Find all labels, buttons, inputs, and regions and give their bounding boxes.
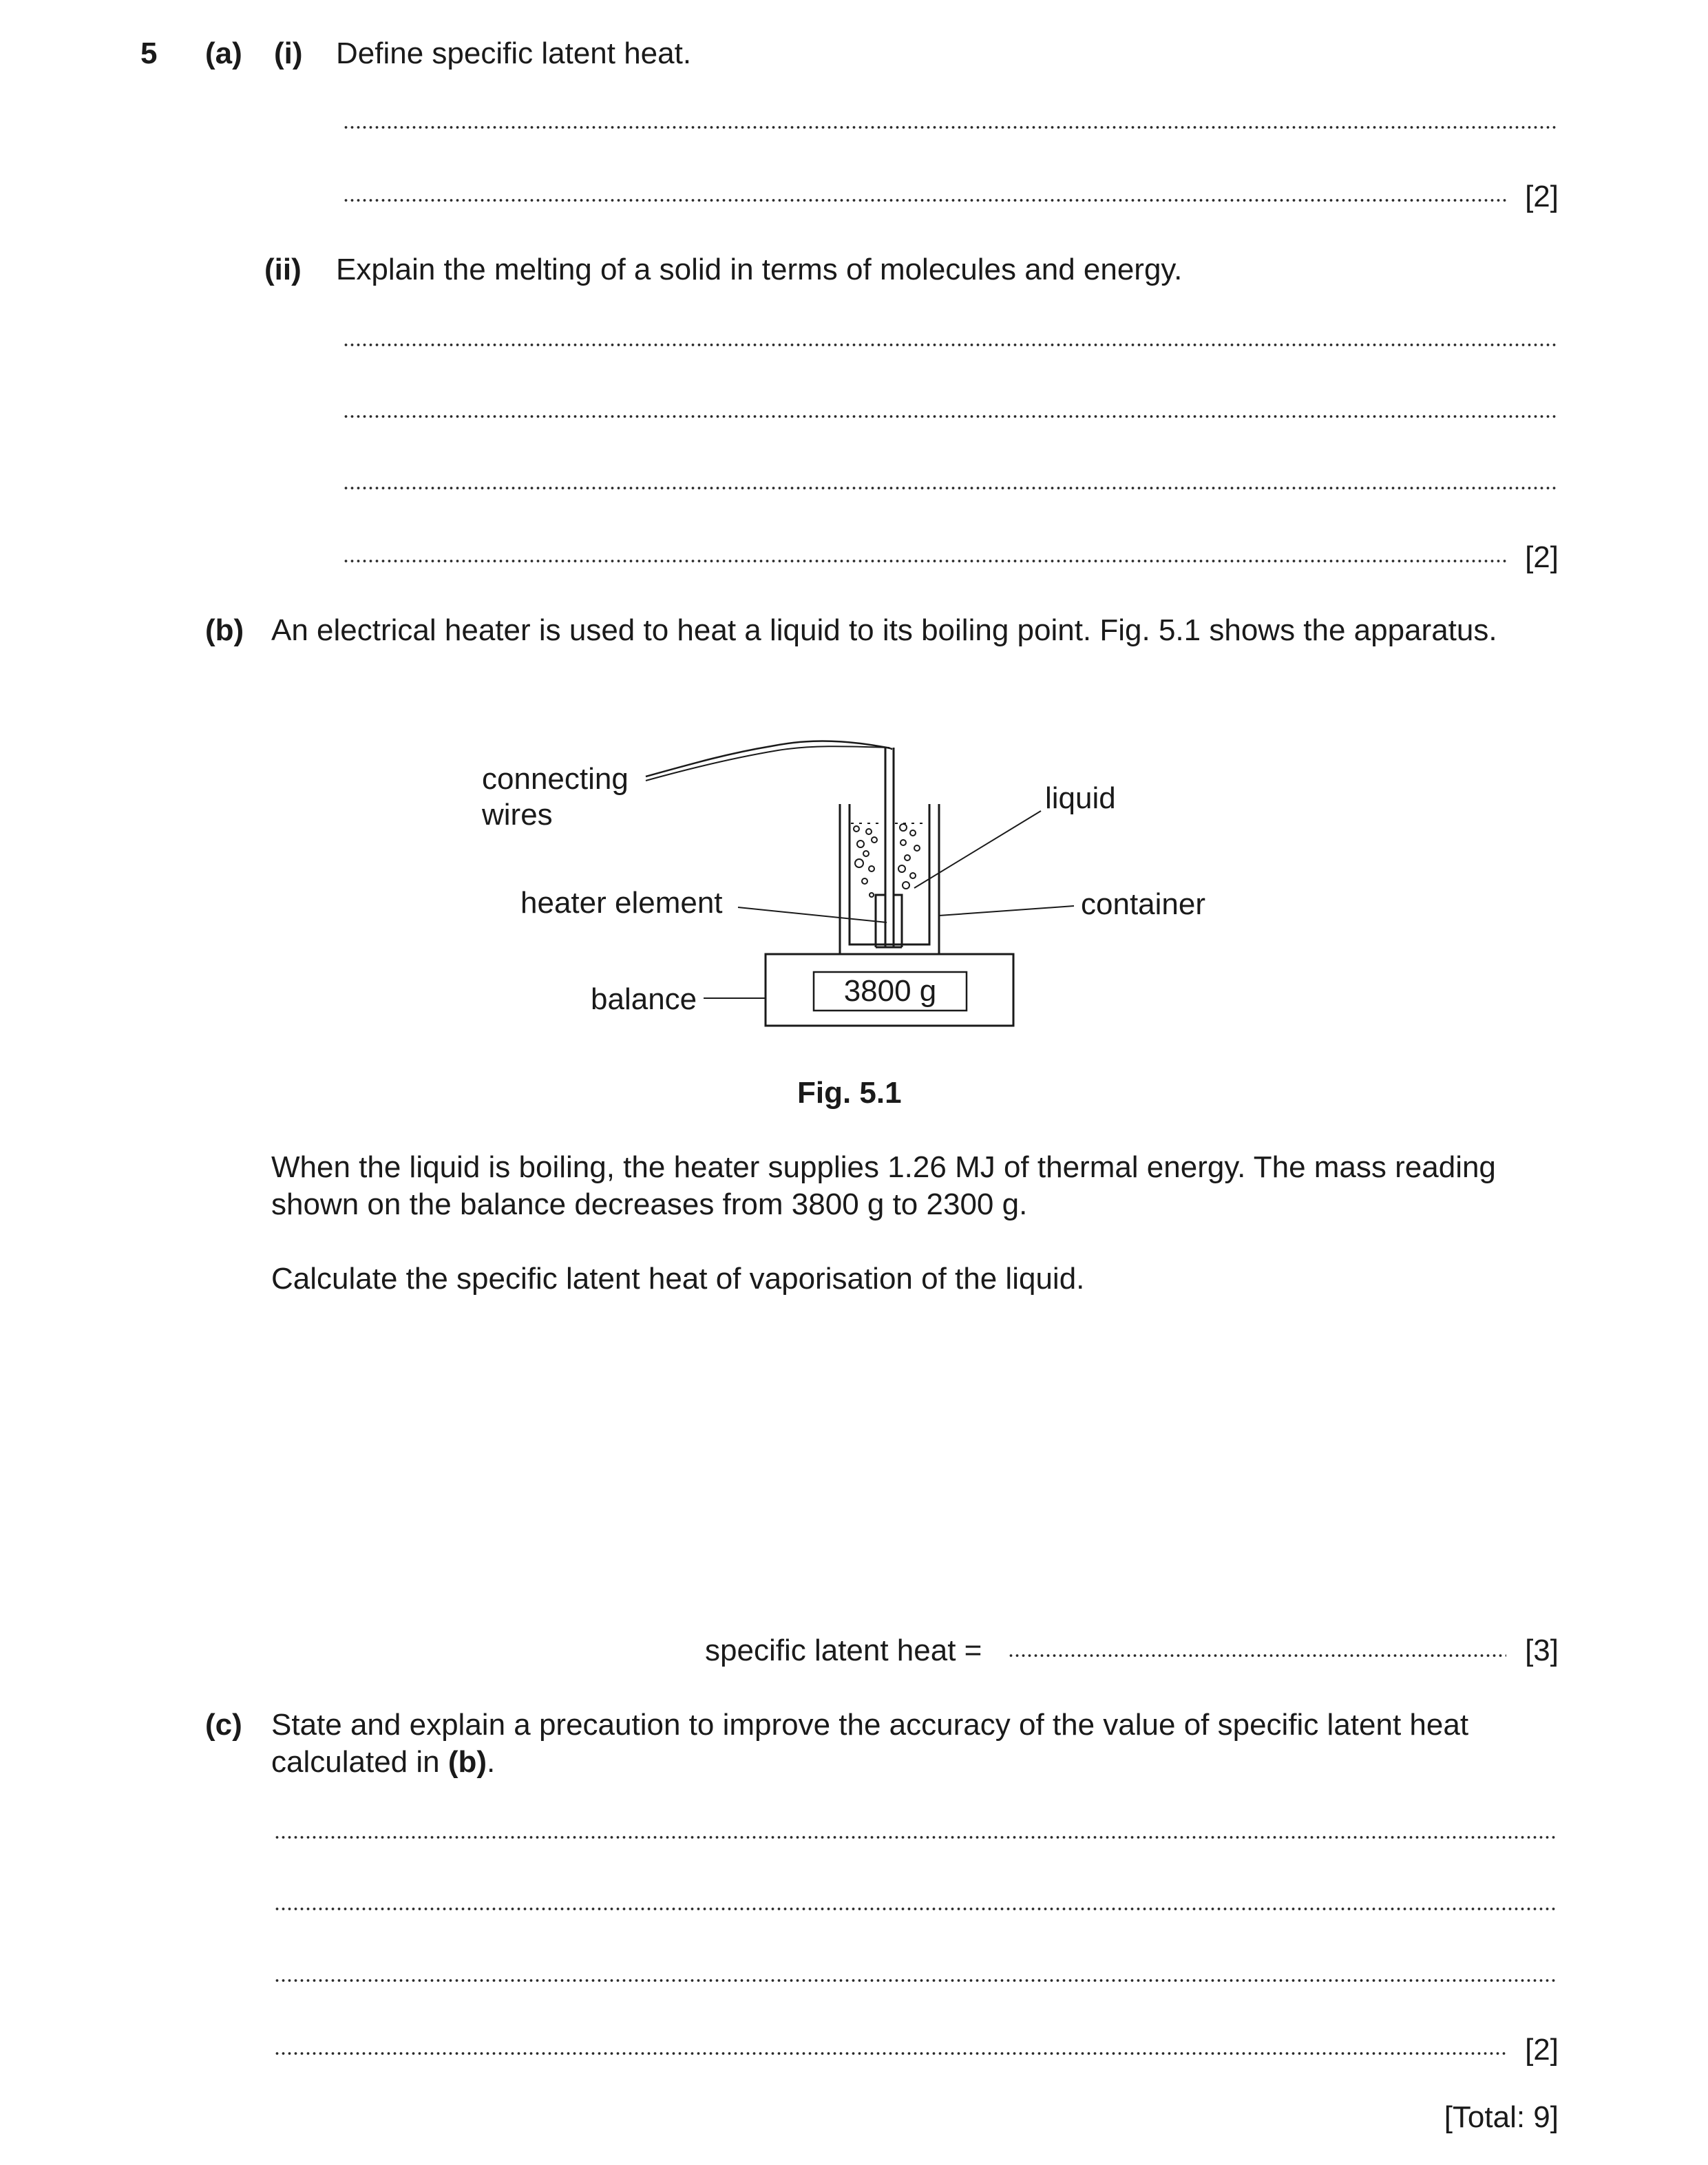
answer-line[interactable] — [274, 2050, 1506, 2057]
liquid-leader — [914, 811, 1041, 888]
part-a-label: (a) — [205, 36, 242, 70]
heater-leader — [738, 907, 887, 922]
part-a-i-question: Define specific latent heat. — [336, 36, 692, 70]
part-a-ii-label: (ii) — [264, 253, 302, 286]
label-container: container — [1081, 887, 1206, 921]
label-wires: wires — [482, 798, 553, 832]
answer-line[interactable] — [274, 1977, 1557, 1984]
label-connecting: connecting — [482, 762, 629, 796]
figure-caption: Fig. 5.1 — [797, 1076, 902, 1110]
balance-reading: 3800 g — [843, 974, 937, 1008]
answer-line[interactable] — [274, 1905, 1557, 1912]
part-b-para1-line2: shown on the balance decreases from 3800 g to 2300 g. — [271, 1187, 1028, 1221]
answer-label-specific-latent-heat: specific latent heat = — [705, 1634, 982, 1667]
label-balance: balance — [591, 982, 697, 1016]
part-a-ii-question: Explain the melting of a solid in terms of molecules and energy. — [336, 253, 1183, 286]
part-c-line2-end: . — [487, 1745, 496, 1779]
marks-a-i: [2] — [1525, 180, 1559, 213]
label-liquid: liquid — [1045, 781, 1116, 815]
total-marks: [Total: 9] — [1444, 2100, 1559, 2134]
marks-b: [3] — [1525, 1634, 1559, 1667]
part-b-intro: An electrical heater is used to heat a liquid to its boiling point. Fig. 5.1 shows the apparatus. — [271, 613, 1497, 647]
part-b-label: (b) — [205, 613, 244, 647]
answer-line[interactable] — [1008, 1652, 1506, 1659]
answer-line[interactable] — [274, 1834, 1557, 1841]
container-leader — [939, 906, 1074, 916]
part-c-line2-text: calculated in — [271, 1745, 448, 1779]
label-heater-element: heater element — [520, 886, 723, 920]
part-b-para1-line1: When the liquid is boiling, the heater supplies 1.26 MJ of thermal energy. The mass reading — [271, 1150, 1496, 1184]
question-number: 5 — [140, 36, 158, 70]
part-a-i-label: (i) — [274, 36, 303, 70]
part-c-line1: State and explain a precaution to improve the accuracy of the value of specific latent heat — [271, 1708, 1469, 1742]
part-c-label: (c) — [205, 1708, 242, 1742]
part-c-line2 — [271, 1747, 495, 1777]
marks-a-ii: [2] — [1525, 540, 1559, 574]
part-b-para2: Calculate the specific latent heat of vaporisation of the liquid. — [271, 1262, 1085, 1296]
part-c-reference: (b) — [447, 1745, 487, 1779]
marks-c: [2] — [1525, 2033, 1559, 2067]
